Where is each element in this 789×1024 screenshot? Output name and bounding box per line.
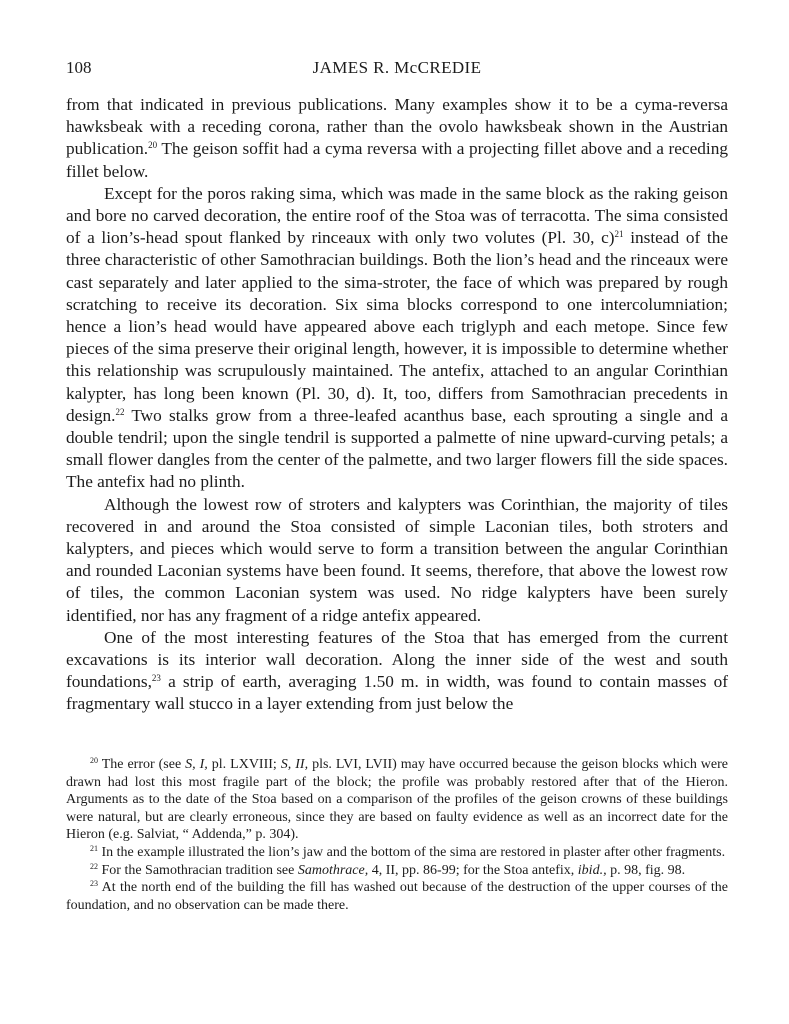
- footnote-text: 4, II, pp. 86-99; for the Stoa antefix,: [368, 862, 578, 878]
- footnote-text: pl. LXVIII;: [207, 757, 281, 772]
- footnote-23: [66, 879, 728, 914]
- paragraph-2-text-a: Except for the poros raking sima, which was made in the same block as the raking geison and bore no carved decoration, the entire roof of the Stoa was of terracotta. The sima consisted of a lion’s-head spout flanked by rinceaux with only two volutes (Pl. 30, c): [66, 183, 728, 248]
- paragraph-1-text-b: The geison soffit had a cyma reversa with a projecting fillet above and a receding fillet below.: [66, 139, 728, 181]
- footnote-italic: S, II,: [280, 757, 309, 772]
- footnote-ref-20[interactable]: 20: [148, 140, 158, 151]
- footnote-ref-22[interactable]: 22: [115, 406, 125, 417]
- footnote-number: 20: [90, 756, 98, 765]
- footnotes: [66, 756, 728, 914]
- running-head: JAMES R. McCREDIE: [312, 58, 482, 77]
- footnote-text: pls. LVI, LVII) may have occurred because the geison blocks which were drawn had lost this most fragile part of the block; the profile was probably restored after that of the Hieron. Arguments as to the date of the Stoa based on a comparison of the profiles of the geison crowns of these buildings were natural, but are clearly erroneous, since they are based on faulty evidence as well as an incorrect date for the Hieron (e.g. Salviat, “ Addenda,” p. 304).: [66, 757, 728, 843]
- footnote-italic: Samothrace,: [297, 862, 369, 878]
- footnote-italic: ibid.,: [577, 862, 607, 878]
- footnote-text: p. 98, fig. 98.: [606, 862, 686, 878]
- paragraph-2-text-b: instead of the three characteristic of other Samothracian buildings. Both the lion’s head and the rinceaux were cast separately and later applied to the sima-stroter, the face of which was prepared by rough scratching to receive its decoration. Six sima blocks correspond to one intercolumniation; hence a lion’s head would have appeared above each triglyph and each metope. Since few pieces of the sima preserve their original length, however, it is impossible to determine whether this relationship was scrupulously maintained. The antefix, attached to an angular Corinthian kalypter, has long been known (Pl. 30, d). It, too, differs from Samothracian precedents in design.: [66, 228, 729, 425]
- footnote-text: At the north end of the building the fill has washed out because of the destruction of the upper courses of the foundation, and no observation can be made there.: [66, 880, 728, 913]
- footnote-20: [66, 756, 728, 844]
- paragraph-2: [66, 183, 728, 494]
- footnote-italic: S, I,: [185, 757, 208, 772]
- footnote-ref-21[interactable]: 21: [614, 229, 624, 240]
- footnote-number: 21: [90, 843, 98, 853]
- paragraph-4: [66, 627, 728, 716]
- footnote-21: [66, 844, 728, 862]
- footnote-22: [66, 862, 728, 880]
- footnote-number: 23: [90, 879, 98, 889]
- body-text: [66, 94, 728, 716]
- footnote-ref-23[interactable]: 23: [151, 673, 161, 684]
- footnote-text: In the example illustrated the lion’s jaw and the bottom of the sima are restored in plaster after other fragments.: [98, 844, 726, 860]
- footnote-number: 22: [90, 861, 98, 871]
- footnote-text: For the Samothracian tradition see: [98, 862, 298, 878]
- paragraph-3: Although the lowest row of stroters and kalypters was Corinthian, the majority of tiles recovered in and around the Stoa consisted of simple Laconian tiles, both stroters and kalypters, and pieces which would serve to form a transition between the angular Corinthian and rounded Laconian systems have been found. It seems, therefore, that above the lowest row of tiles, the common Laconian system was used. No ridge kalypters have been surely identified, nor has any fragment of a ridge antefix appeared.: [66, 494, 728, 625]
- paragraph-1: [66, 94, 728, 183]
- page-number: 108: [66, 58, 92, 77]
- paragraph-2-text-c: Two stalks grow from a three-leafed acanthus base, each sprouting a single and a double tendril; upon the single tendril is supported a palmette of nine upward-curving petals; a small flower dangles from the center of the palmette, and two larger flowers fill the side spaces. The antefix had no plinth.: [66, 405, 728, 492]
- footnote-text: The error (see: [98, 757, 186, 772]
- paragraph-4-text-b: a strip of earth, averaging 1.50 m. in width, was found to contain masses of fragmentary wall stucco in a layer extending from just below the: [66, 672, 728, 714]
- paragraph-4-text-a: One of the most interesting features of the Stoa that has emerged from the current excavations is its interior wall decoration. Along the inner side of the west and south foundations,: [66, 627, 728, 692]
- page-header: [66, 58, 728, 82]
- paragraph-1-text-a: from that indicated in previous publications. Many examples show it to be a cyma-reversa hawksbeak with a receding corona, rather than the ovolo hawksbeak shown in the Austrian publication.: [66, 95, 728, 159]
